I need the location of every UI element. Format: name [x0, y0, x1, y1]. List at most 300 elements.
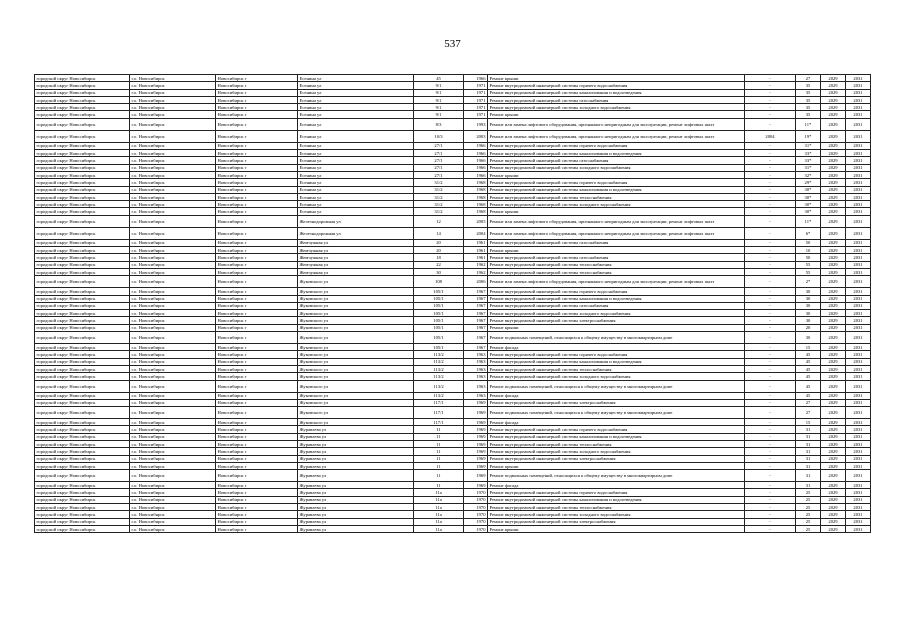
- end-year-cell: 2031: [846, 324, 871, 331]
- wear-cell: 25: [796, 496, 821, 503]
- house-number-cell: 8/3: [414, 118, 464, 130]
- settlement-cell: Новосибирск г: [216, 426, 298, 433]
- end-year-cell: 2031: [846, 380, 871, 392]
- municipality-cell: городской округ Новосибирск: [35, 130, 130, 142]
- repair-schedule-table: [34, 74, 871, 533]
- wear-cell: 27: [796, 75, 821, 82]
- start-year-cell: 2029: [821, 186, 846, 193]
- last-repair-year-cell: -: [745, 157, 796, 164]
- end-year-cell: 2031: [846, 288, 871, 295]
- start-year-cell: 2029: [821, 365, 846, 372]
- end-year-cell: 2031: [846, 118, 871, 130]
- municipality-cell: городской округ Новосибирск: [35, 142, 130, 149]
- last-repair-year-cell: -: [745, 268, 796, 275]
- wear-cell: 45: [796, 358, 821, 365]
- last-repair-year-cell: -: [745, 433, 796, 440]
- wear-cell: 15: [796, 419, 821, 426]
- municipality-cell: городской округ Новосибирск: [35, 489, 130, 496]
- build-year-cell: 1969: [464, 399, 488, 406]
- street-cell: Есенина ул: [298, 75, 414, 82]
- house-number-cell: 11а: [414, 511, 464, 518]
- house-number-cell: 9/1: [414, 111, 464, 118]
- end-year-cell: 2031: [846, 344, 871, 351]
- district-cell: г.о. Новосибирск: [130, 164, 216, 171]
- settlement-cell: Новосибирск г: [216, 504, 298, 511]
- table-row: [35, 261, 871, 268]
- wear-cell: 31: [796, 482, 821, 489]
- work-type-cell: Ремонт внутридомовой инженерной системы холодного водоснабжения: [488, 448, 745, 455]
- wear-cell: 6*: [796, 227, 821, 239]
- end-year-cell: 2031: [846, 440, 871, 447]
- build-year-cell: 1966: [464, 164, 488, 171]
- house-number-cell: 11: [414, 455, 464, 462]
- wear-cell: 20: [796, 324, 821, 331]
- settlement-cell: Новосибирск г: [216, 193, 298, 200]
- wear-cell: 35: [796, 111, 821, 118]
- start-year-cell: 2029: [821, 470, 846, 482]
- table-row: [35, 482, 871, 489]
- start-year-cell: 2029: [821, 448, 846, 455]
- last-repair-year-cell: -: [745, 227, 796, 239]
- wear-cell: 50: [796, 239, 821, 246]
- wear-cell: 45: [796, 365, 821, 372]
- work-type-cell: Ремонт внутридомовой инженерной системы холодного водоснабжения: [488, 201, 745, 208]
- house-number-cell: 31/2: [414, 208, 464, 215]
- build-year-cell: 1966: [464, 157, 488, 164]
- start-year-cell: 2029: [821, 324, 846, 331]
- start-year-cell: 2029: [821, 254, 846, 261]
- street-cell: Жуковского ул: [298, 288, 414, 295]
- last-repair-year-cell: -: [745, 302, 796, 309]
- build-year-cell: 1963: [464, 392, 488, 399]
- house-number-cell: 117/1: [414, 399, 464, 406]
- end-year-cell: 2031: [846, 407, 871, 419]
- end-year-cell: 2031: [846, 504, 871, 511]
- work-type-cell: Ремонт внутридомовой инженерной системы горячего водоснабжения: [488, 179, 745, 186]
- last-repair-year-cell: -: [745, 295, 796, 302]
- build-year-cell: 1971: [464, 104, 488, 111]
- street-cell: Жуковского ул: [298, 332, 414, 344]
- municipality-cell: городской округ Новосибирск: [35, 525, 130, 532]
- street-cell: Журавлева ул: [298, 448, 414, 455]
- house-number-cell: 113/2: [414, 351, 464, 358]
- work-type-cell: Ремонт внутридомовой инженерной системы электроснабжения: [488, 399, 745, 406]
- district-cell: г.о. Новосибирск: [130, 157, 216, 164]
- last-repair-year-cell: -: [745, 96, 796, 103]
- start-year-cell: 2029: [821, 75, 846, 82]
- wear-cell: 30*: [796, 208, 821, 215]
- start-year-cell: 2029: [821, 288, 846, 295]
- municipality-cell: городской округ Новосибирск: [35, 215, 130, 227]
- street-cell: Есенина ул: [298, 130, 414, 142]
- build-year-cell: 1966: [464, 142, 488, 149]
- wear-cell: 30: [796, 302, 821, 309]
- build-year-cell: 1969: [464, 426, 488, 433]
- street-cell: Жемчужная ул: [298, 254, 414, 261]
- work-type-cell: Ремонт фасада: [488, 344, 745, 351]
- table-row: [35, 344, 871, 351]
- wear-cell: 31: [796, 426, 821, 433]
- table-row: [35, 157, 871, 164]
- work-type-cell: Ремонт фасада: [488, 392, 745, 399]
- municipality-cell: городской округ Новосибирск: [35, 440, 130, 447]
- table-row: [35, 227, 871, 239]
- work-type-cell: Ремонт внутридомовой инженерной системы канализования и водоотведения: [488, 358, 745, 365]
- last-repair-year-cell: -: [745, 239, 796, 246]
- work-type-cell: Ремонт внутридомовой инженерной системы теплоснабжения: [488, 365, 745, 372]
- start-year-cell: 2029: [821, 104, 846, 111]
- district-cell: г.о. Новосибирск: [130, 111, 216, 118]
- district-cell: г.о. Новосибирск: [130, 302, 216, 309]
- wear-cell: 55: [796, 268, 821, 275]
- table-row: [35, 324, 871, 331]
- table-row: [35, 82, 871, 89]
- table-row: [35, 426, 871, 433]
- street-cell: Есенина ул: [298, 171, 414, 178]
- last-repair-year-cell: -: [745, 215, 796, 227]
- work-type-cell: Ремонт крыши: [488, 208, 745, 215]
- start-year-cell: 2029: [821, 511, 846, 518]
- wear-cell: 31*: [796, 164, 821, 171]
- wear-cell: 11*: [796, 215, 821, 227]
- district-cell: г.о. Новосибирск: [130, 332, 216, 344]
- wear-cell: 30: [796, 332, 821, 344]
- work-type-cell: Ремонт внутридомовой инженерной системы теплоснабжения: [488, 193, 745, 200]
- street-cell: Журавлева ул: [298, 455, 414, 462]
- work-type-cell: Ремонт фасада: [488, 419, 745, 426]
- street-cell: Железнодорожная ул: [298, 227, 414, 239]
- house-number-cell: 22: [414, 261, 464, 268]
- municipality-cell: городской округ Новосибирск: [35, 365, 130, 372]
- settlement-cell: Новосибирск г: [216, 462, 298, 469]
- district-cell: г.о. Новосибирск: [130, 179, 216, 186]
- settlement-cell: Новосибирск г: [216, 302, 298, 309]
- table-row: [35, 171, 871, 178]
- build-year-cell: 1967: [464, 310, 488, 317]
- house-number-cell: 27/1: [414, 164, 464, 171]
- end-year-cell: 2031: [846, 186, 871, 193]
- build-year-cell: 1969: [464, 407, 488, 419]
- municipality-cell: городской округ Новосибирск: [35, 164, 130, 171]
- end-year-cell: 2031: [846, 96, 871, 103]
- district-cell: г.о. Новосибирск: [130, 470, 216, 482]
- table-row: [35, 392, 871, 399]
- street-cell: Журавлева ул: [298, 489, 414, 496]
- work-type-cell: Ремонт внутридомовой инженерной системы горячего водоснабжения: [488, 426, 745, 433]
- table-row: [35, 399, 871, 406]
- table-row: [35, 201, 871, 208]
- settlement-cell: Новосибирск г: [216, 482, 298, 489]
- work-type-cell: Ремонт внутридомовой инженерной системы холодного водоснабжения: [488, 373, 745, 380]
- table-row: [35, 373, 871, 380]
- end-year-cell: 2031: [846, 332, 871, 344]
- wear-cell: 30: [796, 317, 821, 324]
- table-row: [35, 462, 871, 469]
- settlement-cell: Новосибирск г: [216, 208, 298, 215]
- end-year-cell: 2031: [846, 455, 871, 462]
- district-cell: г.о. Новосибирск: [130, 448, 216, 455]
- last-repair-year-cell: -: [745, 75, 796, 82]
- house-number-cell: 11а: [414, 518, 464, 525]
- last-repair-year-cell: -: [745, 426, 796, 433]
- table-row: [35, 208, 871, 215]
- wear-cell: 31*: [796, 142, 821, 149]
- end-year-cell: 2031: [846, 171, 871, 178]
- last-repair-year-cell: -: [745, 82, 796, 89]
- settlement-cell: Новосибирск г: [216, 261, 298, 268]
- end-year-cell: 2031: [846, 496, 871, 503]
- end-year-cell: 2031: [846, 419, 871, 426]
- work-type-cell: Ремонт подвальных помещений, относящихся к общему имуществу в многоквартирном доме: [488, 407, 745, 419]
- settlement-cell: Новосибирск г: [216, 332, 298, 344]
- build-year-cell: 1968: [464, 179, 488, 186]
- table-row: [35, 440, 871, 447]
- house-number-cell: 30: [414, 268, 464, 275]
- table-row: [35, 433, 871, 440]
- district-cell: г.о. Новосибирск: [130, 317, 216, 324]
- house-number-cell: 18: [414, 254, 464, 261]
- table-row: [35, 179, 871, 186]
- wear-cell: 35: [796, 96, 821, 103]
- last-repair-year-cell: -: [745, 89, 796, 96]
- house-number-cell: 27/1: [414, 171, 464, 178]
- build-year-cell: 1963: [464, 365, 488, 372]
- end-year-cell: 2031: [846, 462, 871, 469]
- settlement-cell: Новосибирск г: [216, 254, 298, 261]
- house-number-cell: 105/1: [414, 302, 464, 309]
- municipality-cell: городской округ Новосибирск: [35, 208, 130, 215]
- build-year-cell: 1967: [464, 324, 488, 331]
- municipality-cell: городской округ Новосибирск: [35, 358, 130, 365]
- last-repair-year-cell: -: [745, 407, 796, 419]
- house-number-cell: 117/1: [414, 419, 464, 426]
- street-cell: Есенина ул: [298, 118, 414, 130]
- street-cell: Журавлева ул: [298, 426, 414, 433]
- settlement-cell: Новосибирск г: [216, 525, 298, 532]
- last-repair-year-cell: -: [745, 419, 796, 426]
- end-year-cell: 2031: [846, 247, 871, 254]
- end-year-cell: 2031: [846, 448, 871, 455]
- last-repair-year-cell: -: [745, 380, 796, 392]
- table-row: [35, 504, 871, 511]
- wear-cell: 31: [796, 440, 821, 447]
- municipality-cell: городской округ Новосибирск: [35, 324, 130, 331]
- start-year-cell: 2029: [821, 96, 846, 103]
- last-repair-year-cell: -: [745, 365, 796, 372]
- settlement-cell: Новосибирск г: [216, 295, 298, 302]
- wear-cell: 27: [796, 399, 821, 406]
- build-year-cell: 1970: [464, 504, 488, 511]
- start-year-cell: 2029: [821, 462, 846, 469]
- house-number-cell: 9/1: [414, 96, 464, 103]
- end-year-cell: 2031: [846, 164, 871, 171]
- end-year-cell: 2031: [846, 254, 871, 261]
- last-repair-year-cell: -: [745, 440, 796, 447]
- build-year-cell: 2006: [464, 276, 488, 288]
- build-year-cell: 1968: [464, 186, 488, 193]
- municipality-cell: городской округ Новосибирск: [35, 399, 130, 406]
- work-type-cell: Ремонт внутридомовой инженерной системы канализования и водоотведения: [488, 89, 745, 96]
- last-repair-year-cell: -: [745, 448, 796, 455]
- start-year-cell: 2029: [821, 118, 846, 130]
- start-year-cell: 2029: [821, 489, 846, 496]
- municipality-cell: городской округ Новосибирск: [35, 518, 130, 525]
- end-year-cell: 2031: [846, 142, 871, 149]
- municipality-cell: городской округ Новосибирск: [35, 227, 130, 239]
- start-year-cell: 2029: [821, 201, 846, 208]
- settlement-cell: Новосибирск г: [216, 186, 298, 193]
- district-cell: г.о. Новосибирск: [130, 96, 216, 103]
- district-cell: г.о. Новосибирск: [130, 310, 216, 317]
- settlement-cell: Новосибирск г: [216, 104, 298, 111]
- wear-cell: 30*: [796, 201, 821, 208]
- start-year-cell: 2029: [821, 433, 846, 440]
- district-cell: г.о. Новосибирск: [130, 193, 216, 200]
- settlement-cell: Новосибирск г: [216, 89, 298, 96]
- end-year-cell: 2031: [846, 276, 871, 288]
- municipality-cell: городской округ Новосибирск: [35, 82, 130, 89]
- table-row: [35, 276, 871, 288]
- build-year-cell: 1967: [464, 302, 488, 309]
- settlement-cell: Новосибирск г: [216, 164, 298, 171]
- work-type-cell: Ремонт или замена лифтового оборудования, признанного непригодным для эксплуатации, ремонт лифтовых шахт: [488, 227, 745, 239]
- work-type-cell: Ремонт внутридомовой инженерной системы канализования и водоотведения: [488, 150, 745, 157]
- house-number-cell: 27/1: [414, 142, 464, 149]
- last-repair-year-cell: -: [745, 511, 796, 518]
- settlement-cell: Новосибирск г: [216, 82, 298, 89]
- wear-cell: 25: [796, 511, 821, 518]
- end-year-cell: 2031: [846, 373, 871, 380]
- work-type-cell: Ремонт внутридомовой инженерной системы электроснабжения: [488, 317, 745, 324]
- end-year-cell: 2031: [846, 215, 871, 227]
- district-cell: г.о. Новосибирск: [130, 150, 216, 157]
- start-year-cell: 2029: [821, 351, 846, 358]
- build-year-cell: 1971: [464, 82, 488, 89]
- table-row: [35, 358, 871, 365]
- end-year-cell: 2031: [846, 433, 871, 440]
- start-year-cell: 2029: [821, 268, 846, 275]
- last-repair-year-cell: -: [745, 332, 796, 344]
- last-repair-year-cell: -: [745, 504, 796, 511]
- municipality-cell: городской округ Новосибирск: [35, 426, 130, 433]
- street-cell: Есенина ул: [298, 89, 414, 96]
- table-row: [35, 448, 871, 455]
- table-row: [35, 295, 871, 302]
- work-type-cell: Ремонт крыши: [488, 324, 745, 331]
- last-repair-year-cell: -: [745, 462, 796, 469]
- last-repair-year-cell: -: [745, 193, 796, 200]
- municipality-cell: городской округ Новосибирск: [35, 150, 130, 157]
- build-year-cell: 1970: [464, 496, 488, 503]
- street-cell: Есенина ул: [298, 179, 414, 186]
- end-year-cell: 2031: [846, 310, 871, 317]
- settlement-cell: Новосибирск г: [216, 268, 298, 275]
- settlement-cell: Новосибирск г: [216, 157, 298, 164]
- start-year-cell: 2029: [821, 295, 846, 302]
- end-year-cell: 2031: [846, 261, 871, 268]
- build-year-cell: 1966: [464, 75, 488, 82]
- last-repair-year-cell: 2004: [745, 130, 796, 142]
- build-year-cell: 1969: [464, 433, 488, 440]
- end-year-cell: 2031: [846, 365, 871, 372]
- municipality-cell: городской округ Новосибирск: [35, 317, 130, 324]
- settlement-cell: Новосибирск г: [216, 433, 298, 440]
- table-row: [35, 496, 871, 503]
- settlement-cell: Новосибирск г: [216, 96, 298, 103]
- end-year-cell: 2031: [846, 150, 871, 157]
- street-cell: Есенина ул: [298, 164, 414, 171]
- last-repair-year-cell: -: [745, 482, 796, 489]
- street-cell: Жемчужная ул: [298, 261, 414, 268]
- district-cell: г.о. Новосибирск: [130, 518, 216, 525]
- build-year-cell: 1967: [464, 288, 488, 295]
- table-row: [35, 288, 871, 295]
- end-year-cell: 2031: [846, 130, 871, 142]
- last-repair-year-cell: -: [745, 208, 796, 215]
- table-row: [35, 518, 871, 525]
- wear-cell: 45: [796, 373, 821, 380]
- build-year-cell: 1969: [464, 482, 488, 489]
- last-repair-year-cell: -: [745, 344, 796, 351]
- last-repair-year-cell: -: [745, 518, 796, 525]
- last-repair-year-cell: -: [745, 261, 796, 268]
- municipality-cell: городской округ Новосибирск: [35, 104, 130, 111]
- last-repair-year-cell: -: [745, 373, 796, 380]
- street-cell: Жуковского ул: [298, 317, 414, 324]
- end-year-cell: 2031: [846, 208, 871, 215]
- street-cell: Журавлева ул: [298, 496, 414, 503]
- district-cell: г.о. Новосибирск: [130, 276, 216, 288]
- wear-cell: 30*: [796, 193, 821, 200]
- work-type-cell: Ремонт внутридомовой инженерной системы теплоснабжения: [488, 261, 745, 268]
- build-year-cell: 1963: [464, 373, 488, 380]
- build-year-cell: 1962: [464, 261, 488, 268]
- wear-cell: 30*: [796, 186, 821, 193]
- district-cell: г.о. Новосибирск: [130, 227, 216, 239]
- street-cell: Есенина ул: [298, 111, 414, 118]
- house-number-cell: 11: [414, 482, 464, 489]
- table-row: [35, 365, 871, 372]
- build-year-cell: 1971: [464, 111, 488, 118]
- settlement-cell: Новосибирск г: [216, 215, 298, 227]
- start-year-cell: 2029: [821, 525, 846, 532]
- wear-cell: 15: [796, 344, 821, 351]
- district-cell: г.о. Новосибирск: [130, 455, 216, 462]
- district-cell: г.о. Новосибирск: [130, 288, 216, 295]
- table-row: [35, 268, 871, 275]
- settlement-cell: Новосибирск г: [216, 440, 298, 447]
- table-row: [35, 130, 871, 142]
- work-type-cell: Ремонт фасада: [488, 482, 745, 489]
- street-cell: Жуковского ул: [298, 380, 414, 392]
- house-number-cell: 11а: [414, 489, 464, 496]
- settlement-cell: Новосибирск г: [216, 171, 298, 178]
- settlement-cell: Новосибирск г: [216, 150, 298, 157]
- table-row: [35, 75, 871, 82]
- street-cell: Журавлева ул: [298, 504, 414, 511]
- wear-cell: 2*: [796, 276, 821, 288]
- wear-cell: 10: [796, 247, 821, 254]
- district-cell: г.о. Новосибирск: [130, 268, 216, 275]
- table-row: [35, 104, 871, 111]
- start-year-cell: 2029: [821, 518, 846, 525]
- end-year-cell: 2031: [846, 201, 871, 208]
- settlement-cell: Новосибирск г: [216, 142, 298, 149]
- municipality-cell: городской округ Новосибирск: [35, 201, 130, 208]
- start-year-cell: 2029: [821, 89, 846, 96]
- district-cell: г.о. Новосибирск: [130, 261, 216, 268]
- street-cell: Есенина ул: [298, 142, 414, 149]
